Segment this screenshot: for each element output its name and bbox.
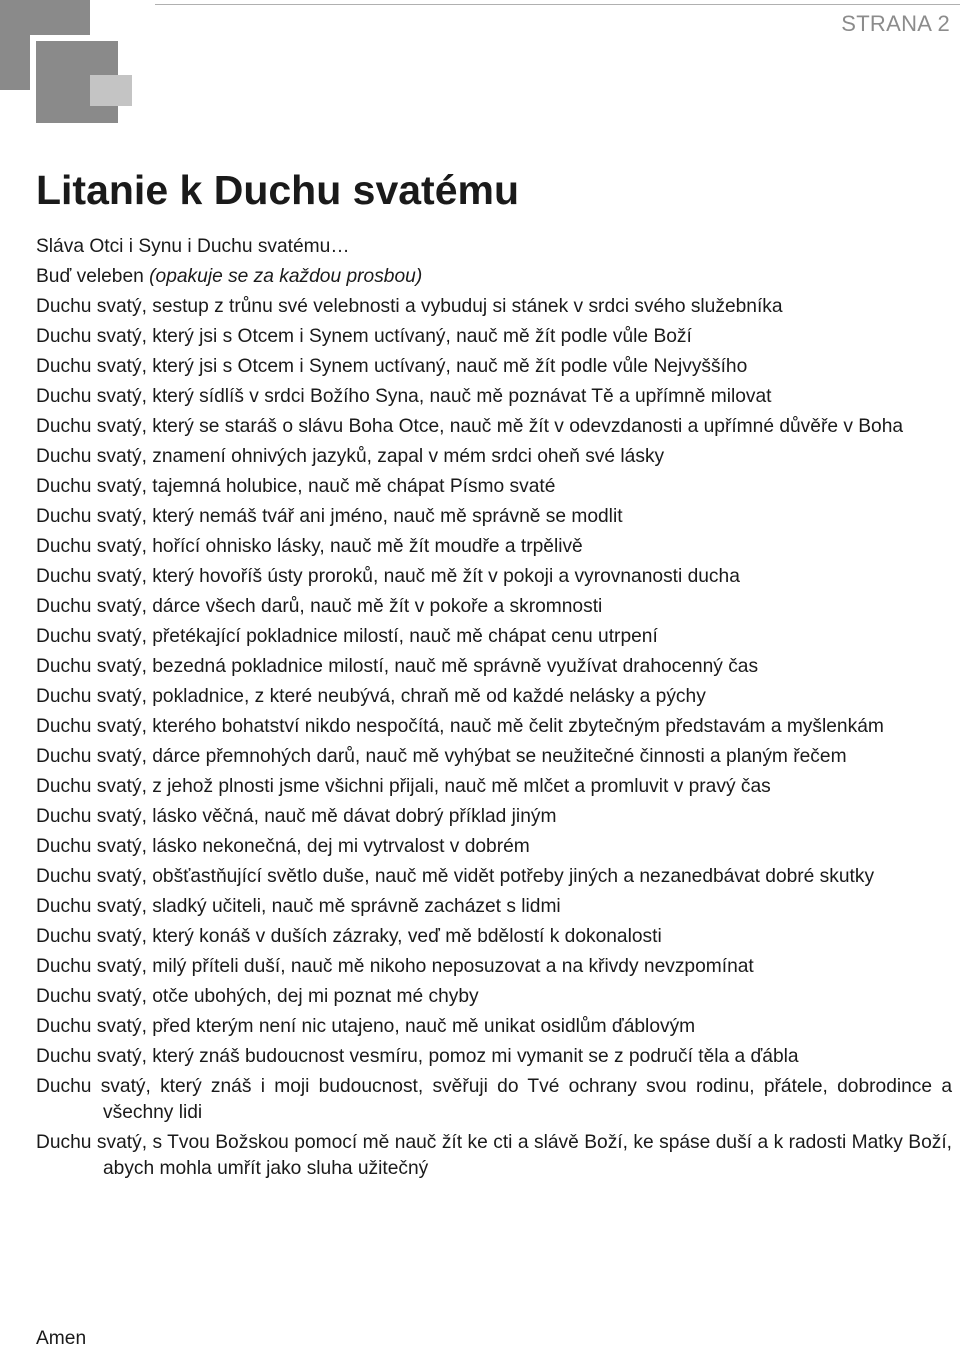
petition: Duchu svatý, který jsi s Otcem i Synem uctívaný, nauč mě žít podle vůle Boží xyxy=(36,326,692,347)
logo-square-accent xyxy=(90,75,132,106)
petition: Duchu svatý, lásko věčná, nauč mě dávat dobrý příklad jiným xyxy=(36,806,557,827)
intro-line-glory: Sláva Otci i Synu i Duchu svatému… xyxy=(36,236,350,257)
petition: Duchu svatý, kterého bohatství nikdo nespočítá, nauč mě čelit zbytečným představám a myšlenkám xyxy=(36,716,884,737)
petition: Duchu svatý, dárce přemnohých darů, nauč mě vyhýbat se neužitečné činnosti a planým řečem xyxy=(36,746,847,767)
petition: Duchu svatý, který sídlíš v srdci Božího Syna, nauč mě poznávat Tě a upřímně milovat xyxy=(36,386,772,407)
petition: Duchu svatý, sladký učiteli, nauč mě správně zacházet s lidmi xyxy=(36,896,561,917)
page-number-label: STRANA 2 xyxy=(841,11,950,36)
petition: Duchu svatý, hořící ohnisko lásky, nauč mě žít moudře a trpělivě xyxy=(36,536,583,557)
petition: Duchu svatý, pokladnice, z které neubývá, chraň mě od každé nelásky a pýchy xyxy=(36,686,706,707)
petition: Duchu svatý, který znáš budoucnost vesmíru, pomoz mi vymanit se z područí těla a ďábla xyxy=(36,1046,799,1067)
petition: Duchu svatý, tajemná holubice, nauč mě chápat Písmo svaté xyxy=(36,476,556,497)
petition: Duchu svatý, dárce všech darů, nauč mě žít v pokoře a skromnosti xyxy=(36,596,603,617)
litany-body xyxy=(36,234,952,1186)
response-text: Buď veleben xyxy=(36,266,144,287)
petition: Duchu svatý, který se staráš o slávu Boha Otce, nauč mě žít v odevzdanosti a upřímné důvěře v Boha xyxy=(36,416,904,437)
petition: Duchu svatý, otče ubohých, dej mi poznat mé chyby xyxy=(36,986,479,1007)
petition: Duchu svatý, obšťastňující světlo duše, nauč mě vidět potřeby jiných a nezanedbávat dobré skutky xyxy=(36,866,875,887)
page-title: Litanie k Duchu svatému xyxy=(36,167,520,213)
petition: Duchu svatý, znamení ohnivých jazyků, zapal v mém srdci oheň své lásky xyxy=(36,446,665,467)
petition: Duchu svatý, z jehož plnosti jsme všichni přijali, nauč mě mlčet a promluvit v pravý čas xyxy=(36,776,771,797)
petition: Duchu svatý, bezedná pokladnice milostí, nauč mě správně využívat drahocenný čas xyxy=(36,656,759,677)
petition: Duchu svatý, který znáš i moji budoucnost, svěřuji do Tvé ochrany svou rodinu, přátele, dobrodince a všechny lidi xyxy=(36,1076,952,1123)
logo-squares xyxy=(0,0,132,124)
petition: Duchu svatý, který konáš v duších zázraky, veď mě bdělostí k dokonalosti xyxy=(36,926,662,947)
intro-line-response xyxy=(36,264,952,294)
petition: Duchu svatý, který jsi s Otcem i Synem uctívaný, nauč mě žít podle vůle Nejvyššího xyxy=(36,356,748,377)
petition: Duchu svatý, s Tvou Božskou pomocí mě nauč žít ke cti a slávě Boží, ke spáse duší a k radosti Matky Boží, abych mohla umřít jako sluha užitečný xyxy=(36,1132,952,1179)
header-rule xyxy=(155,4,960,5)
petition: Duchu svatý, sestup z trůnu své velebnosti a vybuduj si stánek v srdci svého služebníka xyxy=(36,296,783,317)
logo-squares-icon xyxy=(0,0,132,124)
petition: Duchu svatý, který nemáš tvář ani jméno, nauč mě správně se modlit xyxy=(36,506,623,527)
petition: Duchu svatý, který hovoříš ústy proroků, nauč mě žít v pokoji a vyrovnanosti ducha xyxy=(36,566,740,587)
petition: Duchu svatý, lásko nekonečná, dej mi vytrvalost v dobrém xyxy=(36,836,530,857)
closing-amen: Amen xyxy=(36,1328,87,1349)
petition: Duchu svatý, přetékající pokladnice milostí, nauč mě chápat cenu utrpení xyxy=(36,626,658,647)
petition: Duchu svatý, před kterým není nic utajeno, nauč mě unikat osidlům ďáblovým xyxy=(36,1016,696,1037)
petition: Duchu svatý, milý příteli duší, nauč mě nikoho neposuzovat a na křivdy nevzpomínat xyxy=(36,956,754,977)
response-note: (opakuje se za každou prosbou) xyxy=(149,266,423,287)
